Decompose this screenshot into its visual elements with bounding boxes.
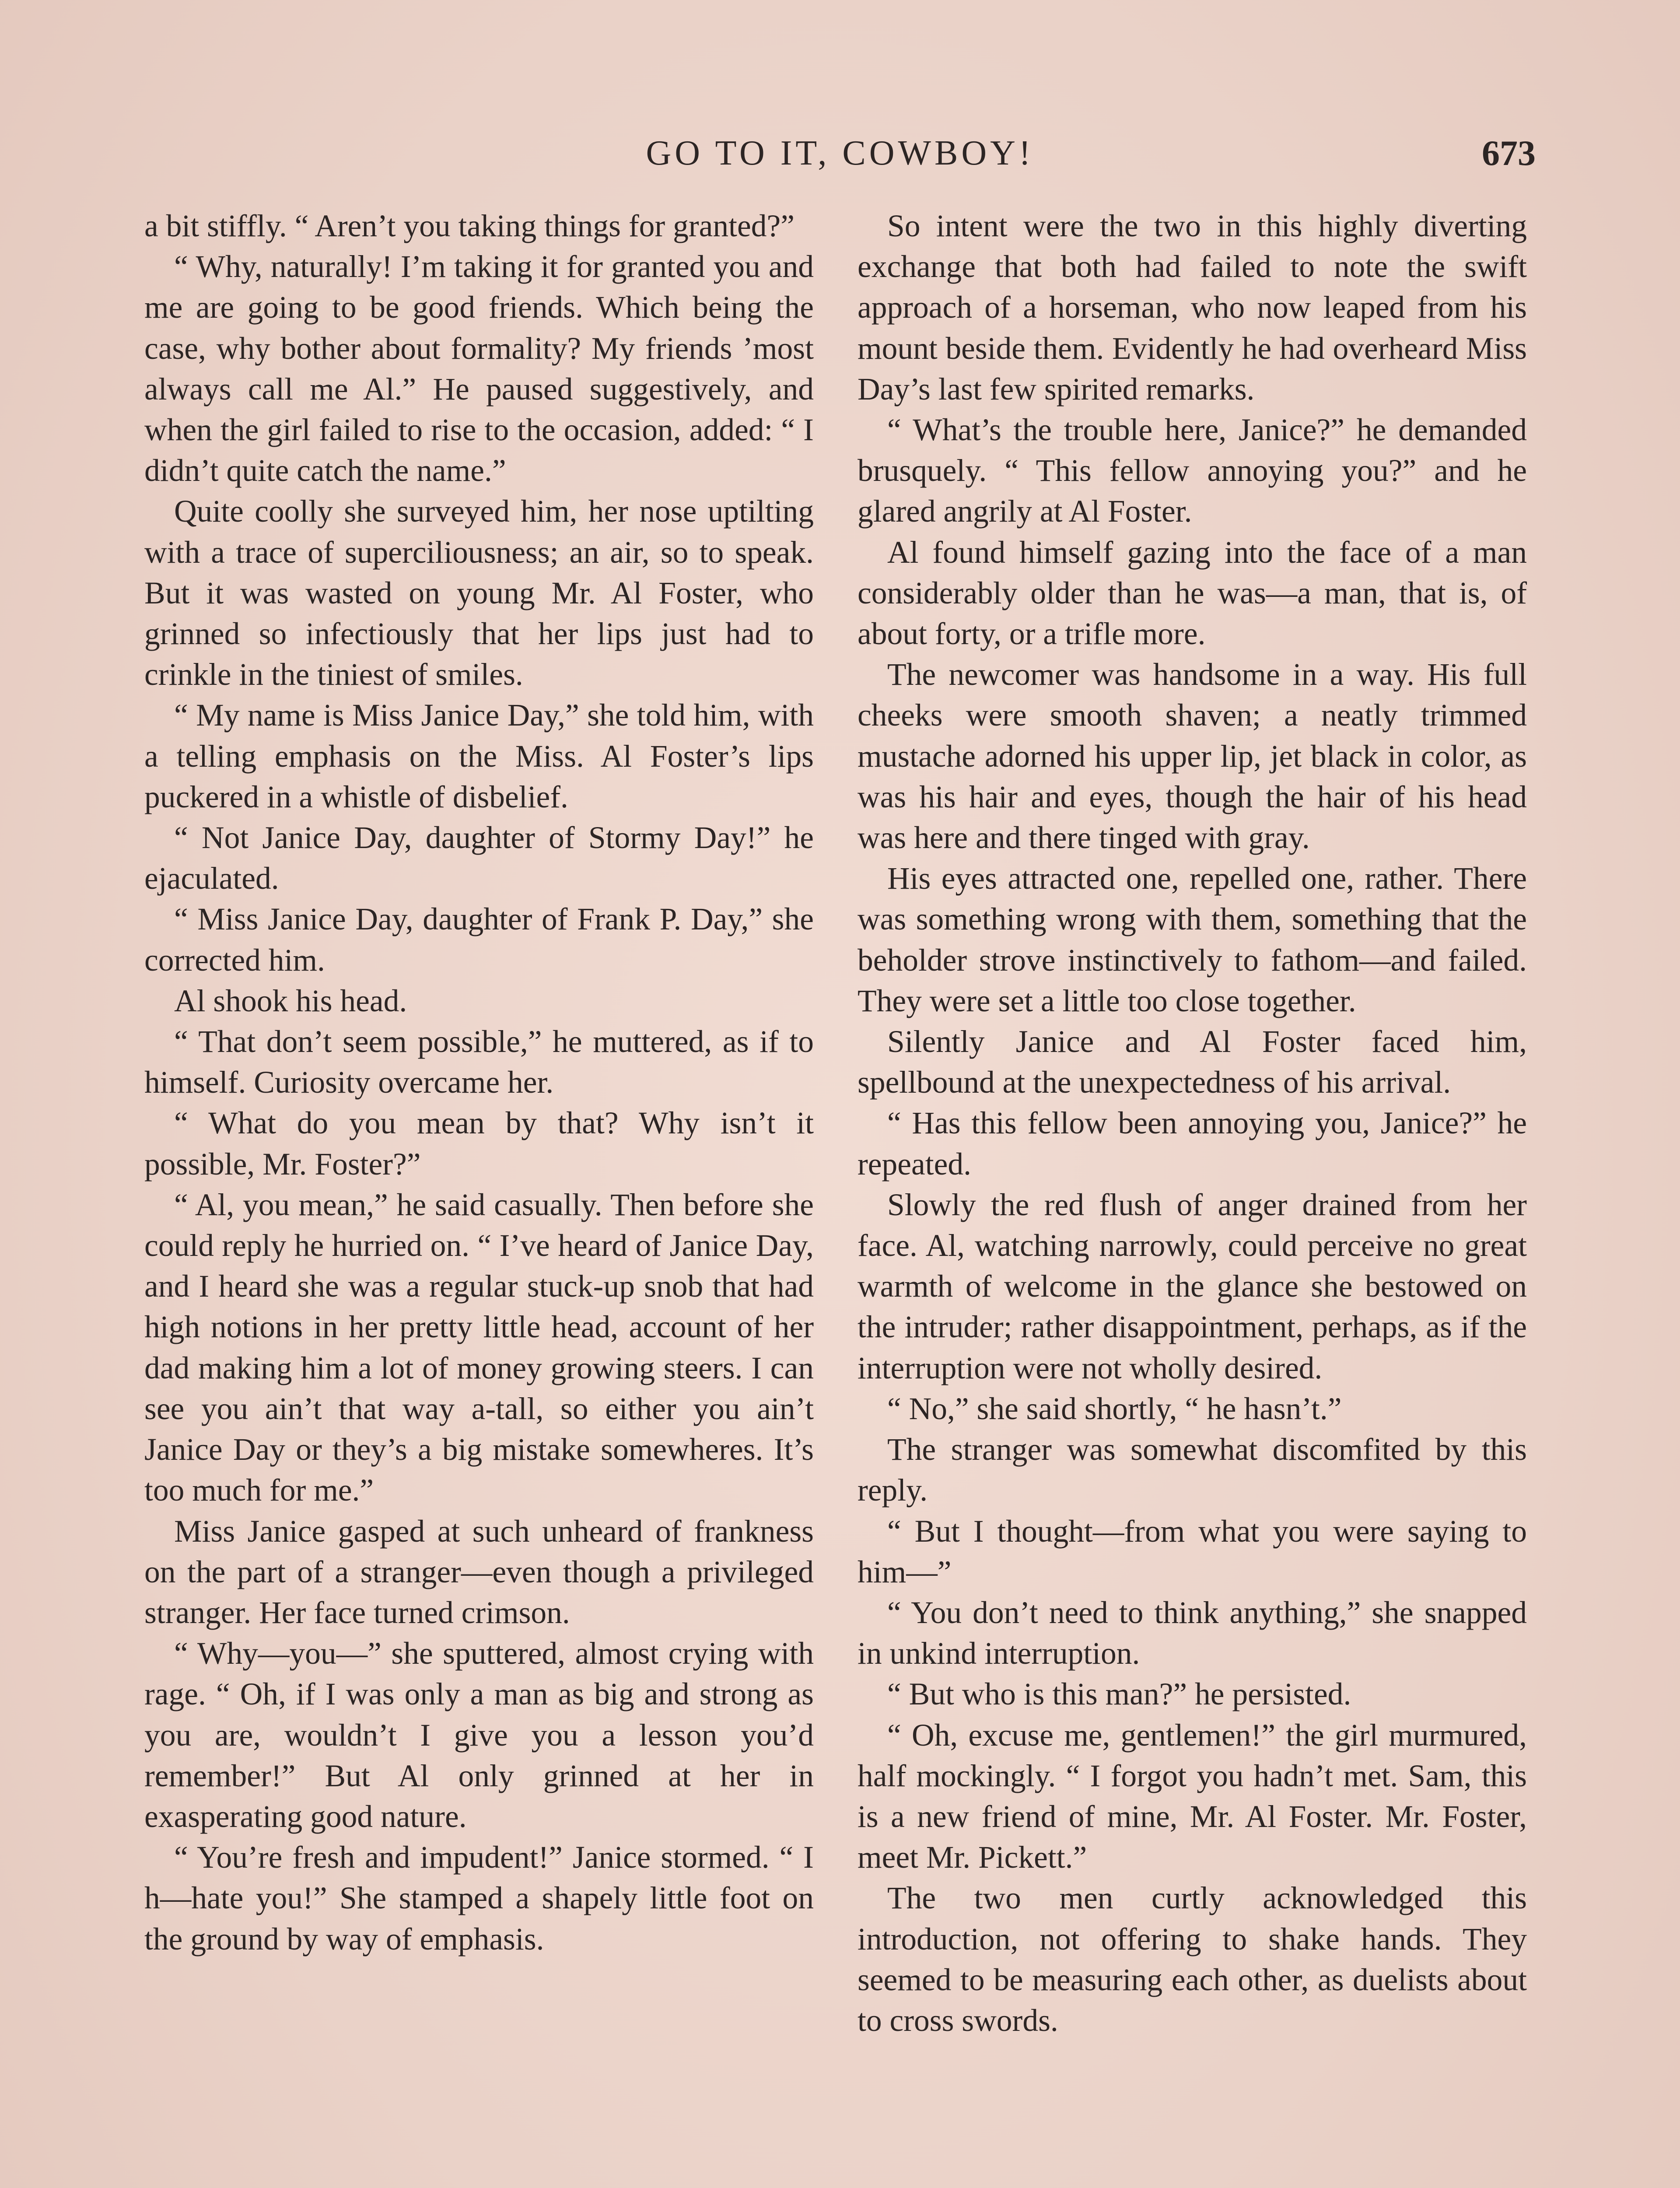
paragraph: Al shook his head. bbox=[174, 983, 407, 1018]
paragraph: “ Why—you—” she sputtered, almost crying with rage. “ Oh, if I was only a man as big and strong as you are, wouldn’t I give you a lesson you’d remember!” But Al only grinned at her in exasperating good nature. bbox=[144, 1636, 814, 1834]
paragraph: Quite coolly she surveyed him, her nose uptilting with a trace of superciliousness; an air, so to speak. But it was wasted on young Mr. Al Foster, who grinned so infectiously that her lips just had to crinkle in the tiniest of smiles. bbox=[144, 494, 814, 692]
paragraph: “ You’re fresh and impudent!” Janice stormed. “ I h—hate you!” She stamped a shapely little foot on the ground by way of emphasis. bbox=[144, 1840, 814, 1957]
paragraph: “ What’s the trouble here, Janice?” he demanded brusquely. “ This fellow annoying you?” and he glared angrily at Al Foster. bbox=[858, 413, 1527, 529]
paragraph: a bit stiffly. “ Aren’t you taking things for granted?” bbox=[144, 209, 794, 243]
paragraph: “ Oh, excuse me, gentlemen!” the girl murmured, half mockingly. “ I forgot you hadn’t met. Sam, this is a new friend of mine, Mr. Al Foster. Mr. Foster, meet Mr. Pickett.” bbox=[858, 1718, 1527, 1875]
paragraph: “ But I thought—from what you were saying to him—” bbox=[858, 1514, 1527, 1589]
paragraph: The newcomer was handsome in a way. His full cheeks were smooth shaven; a neatly trimmed mustache adorned his upper lip, jet black in color, as was his hair and eyes, though the hair of his head was here and there tinged with gray. bbox=[858, 657, 1527, 856]
paragraph: His eyes attracted one, repelled one, rather. There was something wrong with them, something that the beholder strove instinctively to fathom—and failed. They were set a little too close together. bbox=[858, 861, 1527, 1018]
page-number: 673 bbox=[1482, 133, 1536, 173]
paragraph: Silently Janice and Al Foster faced him, spellbound at the unexpectedness of his arrival. bbox=[858, 1024, 1527, 1100]
paragraph: “ Has this fellow been annoying you, Janice?” he repeated. bbox=[858, 1106, 1527, 1182]
running-title: GO TO IT, COWBOY! bbox=[646, 134, 1034, 172]
paragraph: “ Al, you mean,” he said casually. Then before she could reply he hurried on. “ I’ve heard of Janice Day, and I heard she was a regular stuck-up snob that had high notions in her pretty little head, account of her dad making him a lot of money growing steers. I can see you ain’t that way a-tall, so either you ain’t Janice Day or they’s a big mistake somewheres. It’s too much for me.” bbox=[144, 1187, 814, 1508]
paragraph: “ Miss Janice Day, daughter of Frank P. Day,” she corrected him. bbox=[144, 902, 814, 978]
paragraph: “ No,” she said shortly, “ he hasn’t.” bbox=[887, 1391, 1342, 1426]
paragraph: “ That don’t seem possible,” he muttered, as if to himself. Curiosity overcame her. bbox=[144, 1024, 814, 1100]
paragraph: Al found himself gazing into the face of a man considerably older than he was—a man, that is, of about forty, or a trifle more. bbox=[858, 535, 1527, 652]
paragraph: “ You don’t need to think anything,” she snapped in unkind interruption. bbox=[858, 1595, 1527, 1671]
paragraph: The two men curtly acknowledged this introduction, not offering to shake hands. They seemed to be measuring each other, as duelists about to cross swords. bbox=[858, 1881, 1527, 2038]
paragraph: “ What do you mean by that? Why isn’t it possible, Mr. Foster?” bbox=[144, 1106, 814, 1182]
page-header bbox=[144, 127, 1536, 179]
paragraph: So intent were the two in this highly diverting exchange that both had failed to note the swift approach of a horseman, who now leaped from his mount beside them. Evidently he had overheard Miss Day’s last few spirited remarks. bbox=[858, 209, 1527, 407]
paragraph: “ Not Janice Day, daughter of Stormy Day!” he ejaculated. bbox=[144, 820, 814, 896]
paragraph: Miss Janice gasped at such unheard of frankness on the part of a stranger—even though a privileged stranger. Her face turned crimson. bbox=[144, 1514, 814, 1630]
left-column bbox=[144, 206, 814, 1960]
paragraph: The stranger was somewhat discomfited by this reply. bbox=[858, 1432, 1527, 1508]
paragraph: “ Why, naturally! I’m taking it for granted you and me are going to be good friends. Which being the case, why bother about formality? My friends ’most always call me Al.” He paused suggestively, and when the girl failed to rise to the occasion, added: “ I didn’t quite catch the name.” bbox=[144, 249, 814, 488]
paragraph: “ My name is Miss Janice Day,” she told him, with a telling emphasis on the Miss. Al Foster’s lips puckered in a whistle of disbelief. bbox=[144, 698, 814, 814]
paragraph: “ But who is this man?” he persisted. bbox=[887, 1677, 1351, 1712]
right-column bbox=[858, 206, 1527, 2041]
paragraph: Slowly the red flush of anger drained from her face. Al, watching narrowly, could perceive no great warmth of welcome in the glance she bestowed on the intruder; rather disappointment, perhaps, as if the interruption were not wholly desired. bbox=[858, 1187, 1527, 1385]
